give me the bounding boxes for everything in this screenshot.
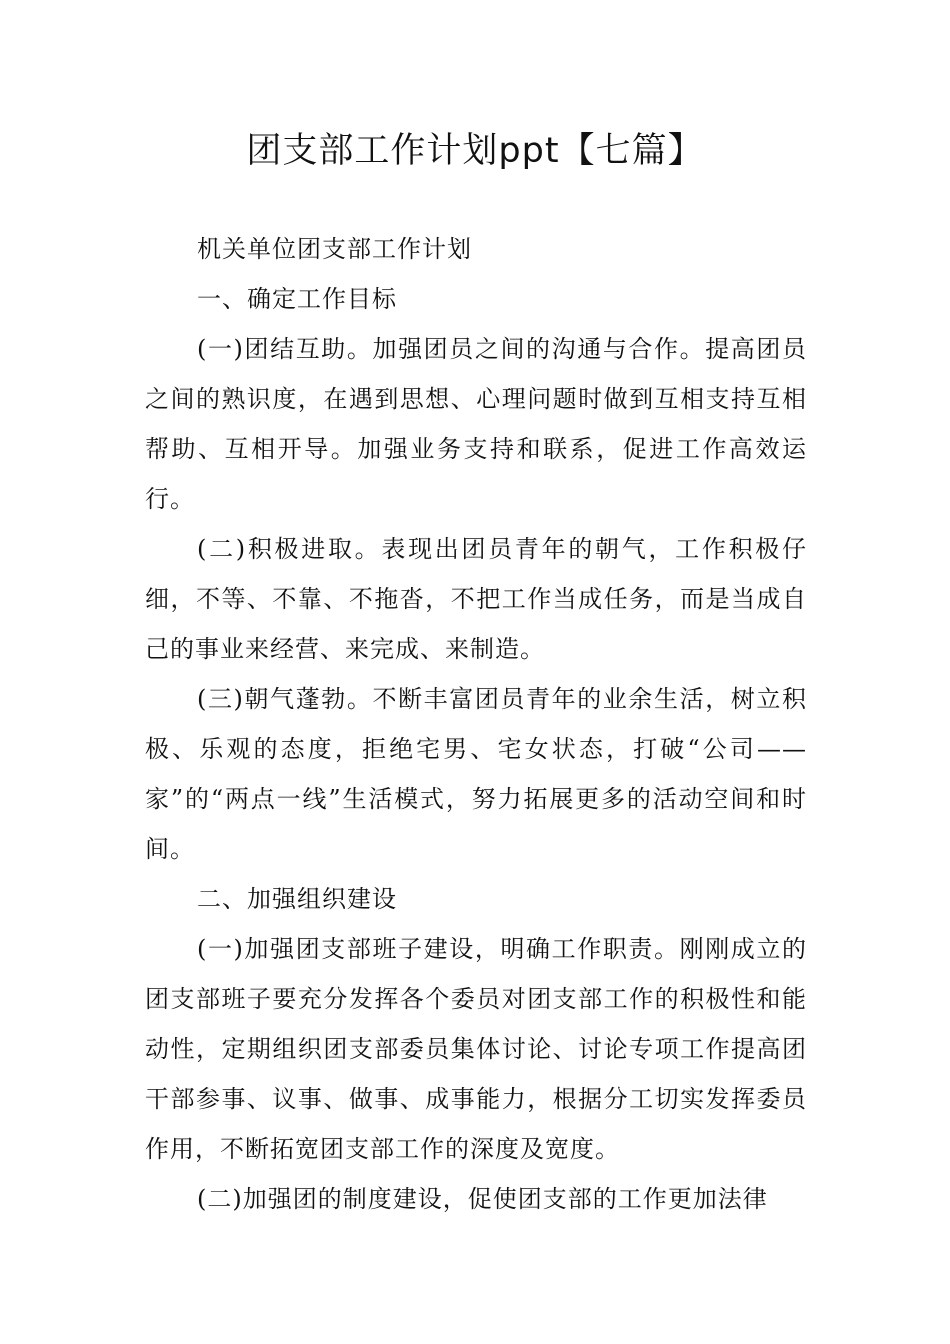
body-paragraph: (二)加强团的制度建设，促使团支部的工作更加法律 — [197, 1185, 768, 1213]
body-paragraph: (一)团结互助。加强团员之间的沟通与合作。提高团员之间的熟识度，在遇到思想、心理问题时做到互相支持互相帮助、互相开导。加强业务支持和联系，促进工作高效运行。 — [145, 335, 807, 513]
body-paragraph: (二)积极进取。表现出团员青年的朝气，工作积极仔细，不等、不靠、不拖沓，不把工作当成任务，而是当成自己的事业来经营、来完成、来制造。 — [145, 535, 807, 663]
section-heading: 机关单位团支部工作计划 — [197, 235, 472, 263]
document-body — [145, 224, 807, 1224]
document-title: 团支部工作计划ppt【七篇】 — [246, 131, 704, 171]
body-paragraph: (一)加强团支部班子建设，明确工作职责。刚刚成立的团支部班子要充分发挥各个委员对团支部工作的积极性和能动性，定期组织团支部委员集体讨论、讨论专项工作提高团干部参事、议事、做事、成事能力，根据分工切实发挥委员作用，不断拓宽团支部工作的深度及宽度。 — [145, 935, 807, 1163]
body-paragraph: (三)朝气蓬勃。不断丰富团员青年的业余生活，树立积极、乐观的态度，拒绝宅男、宅女状态，打破“公司——家”的“两点一线”生活模式，努力拓展更多的活动空间和时间。 — [145, 685, 807, 863]
section-heading: 二、加强组织建设 — [197, 885, 397, 913]
section-heading: 一、确定工作目标 — [197, 285, 397, 313]
